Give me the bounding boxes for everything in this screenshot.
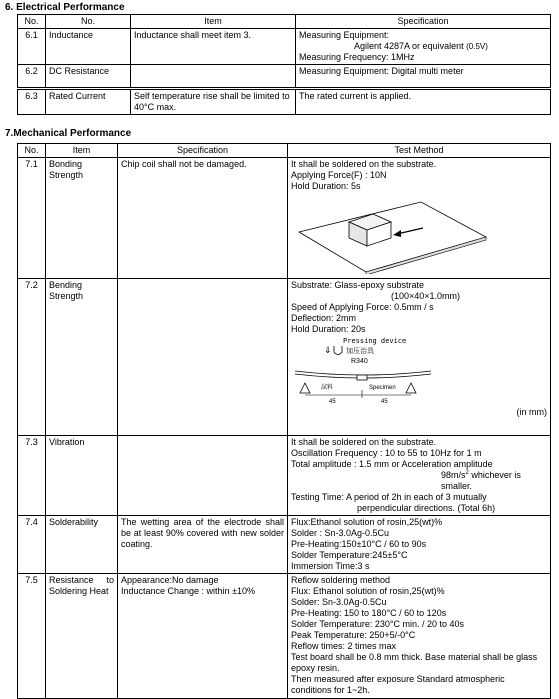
row-method (288, 516, 551, 574)
row-no: 7.1 (18, 158, 46, 279)
row-item: Solderability (46, 516, 118, 574)
row-spec (118, 436, 288, 516)
radius-label: R340 (351, 358, 368, 365)
spec-line: Appearance:No damage (121, 575, 219, 585)
row-no: 7.3 (18, 436, 46, 516)
method-line: Hold Duration: 5s (291, 181, 361, 191)
method-line: perpendicular directions. (Total 6h) (357, 503, 496, 513)
header-item: Item (46, 144, 118, 158)
row-no: 6.3 (18, 89, 46, 115)
row-spec (296, 29, 551, 65)
method-line: Total amplitude : 1.5 mm or Acceleration amplitude (291, 459, 493, 469)
row-item: Rated Current (46, 89, 131, 115)
row-method (288, 436, 551, 516)
row-no: 7.5 (18, 574, 46, 699)
method-line: It shall be soldered on the substrate. (291, 159, 437, 169)
method-line: Solder Temperature: 230°C min. / 20 to 40s (291, 619, 465, 629)
row-spec: The rated current is applied. (296, 89, 551, 115)
method-line: Hold Duration: 20s (291, 324, 366, 334)
specimen-cn-label: 試料 (321, 385, 334, 391)
header-no: No. (18, 15, 46, 29)
row-item: Bending Strength (46, 279, 118, 436)
method-line: Test board shall be 0.8 mm thick. Base material shall be glass epoxy resin. (291, 652, 538, 673)
method-line: Pre-Heating: 150 to 180°C / 60 to 120s (291, 608, 447, 618)
row-item: Vibration (46, 436, 118, 516)
row-spec-item: Inductance shall meet item 3. (131, 29, 296, 65)
table-row (18, 574, 551, 699)
row-item: DC Resistance (46, 65, 131, 89)
method-line: Solder Temperature:245±5°C (291, 550, 408, 560)
row-method (288, 574, 551, 699)
table-row (18, 516, 551, 574)
method-line: Peak Temperature: 250+5/-0°C (291, 630, 416, 640)
spec-line: Inductance Change : within ±10% (121, 586, 256, 596)
pressing-device-label: Pressing device (343, 337, 407, 345)
dimension-right: 45 (381, 399, 388, 405)
method-line: Deflection: 2mm (291, 313, 357, 323)
accel-unit: 98m/s (441, 470, 466, 480)
method-line: Then measured after exposure Standard atmospheric conditions for 1~2h. (291, 674, 505, 695)
table-row (18, 158, 551, 279)
unit-label: (in mm) (516, 407, 547, 417)
row-spec (118, 574, 288, 699)
row-no: 7.4 (18, 516, 46, 574)
method-line: Testing Time: A period of 2h in each of 3 mutually (291, 492, 487, 502)
method-line: Substrate: Glass-epoxy substrate (291, 280, 425, 290)
method-line: It shall be soldered on the substrate. (291, 437, 437, 447)
row-method (288, 279, 551, 436)
dimension-left: 45 (329, 399, 336, 405)
row-item: Bonding Strength (46, 158, 118, 279)
header-no2: No. (46, 15, 131, 29)
mechanical-table (17, 143, 551, 699)
accel-suffix: whichever is smaller. (441, 470, 521, 491)
header-method: Test Method (288, 144, 551, 158)
section7-title: 7.Mechanical Performance (5, 128, 132, 139)
bonding-strength-figure (291, 192, 491, 274)
spec-line (299, 41, 547, 52)
down-arrow-icon: ⇓ (324, 345, 332, 355)
equipment-name: Agilent 4287A or equivalent (354, 41, 464, 51)
row-spec: The wetting area of the electrode shall be at least 90% covered with new solder coating. (118, 516, 288, 574)
table-row (18, 29, 551, 65)
method-line: Applying Force(F) : 10N (291, 170, 387, 180)
pressing-cn-label: 加压治具 (346, 348, 374, 355)
section6-title: 6. Electrical Performance (5, 2, 125, 13)
accel-exponent: 2 (465, 470, 469, 476)
method-line: (100×40×1.0mm) (391, 291, 461, 301)
method-line: Flux:Ethanol solution of rosin,25(wt)% (291, 517, 443, 527)
method-line: Flux: Ethanol solution of rosin,25(wt)% (291, 586, 445, 596)
row-no: 6.2 (18, 65, 46, 89)
row-item: Inductance (46, 29, 131, 65)
equipment-voltage: (0.5V) (466, 42, 488, 51)
spec-line: Measuring Frequency: 1MHz (299, 52, 415, 62)
row-spec: Measuring Equipment: Digital multi meter (296, 65, 551, 89)
row-no: 7.2 (18, 279, 46, 436)
method-line: Immersion Time:3 s (291, 561, 370, 571)
method-line (291, 470, 547, 492)
method-line: Speed of Applying Force: 0.5mm / s (291, 302, 434, 312)
method-line: Oscillation Frequency : 10 to 55 to 10Hz for 1 m (291, 448, 482, 458)
method-line: Solder : Sn-3.0Ag-0.5Cu (291, 528, 390, 538)
spec-line: Measuring Equipment: (299, 30, 390, 40)
method-line: Pre-Heating:150±10°C / 60 to 90s (291, 539, 427, 549)
row-no: 6.1 (18, 29, 46, 65)
bending-strength-figure (291, 335, 451, 407)
row-spec: Chip coil shall not be damaged. (118, 158, 288, 279)
header-spec: Specification (296, 15, 551, 29)
method-line: Solder: Sn-3.0Ag-0.5Cu (291, 597, 387, 607)
table-row (18, 279, 551, 436)
row-item: Resistance to Soldering Heat (46, 574, 118, 699)
header-no: No. (18, 144, 46, 158)
table-row (18, 436, 551, 516)
row-spec (118, 279, 288, 436)
electrical-table (17, 14, 551, 115)
header-spec: Specification (118, 144, 288, 158)
row-spec-item: Self temperature rise shall be limited to 40°C max. (131, 89, 296, 115)
header-item: Item (131, 15, 296, 29)
row-spec-item (131, 65, 296, 89)
method-line: Reflow soldering method (291, 575, 391, 585)
table-row (18, 65, 551, 89)
method-line: Reflow times: 2 times max (291, 641, 397, 651)
specimen-label: Specimen (369, 385, 396, 391)
table-row (18, 89, 551, 115)
row-method (288, 158, 551, 279)
